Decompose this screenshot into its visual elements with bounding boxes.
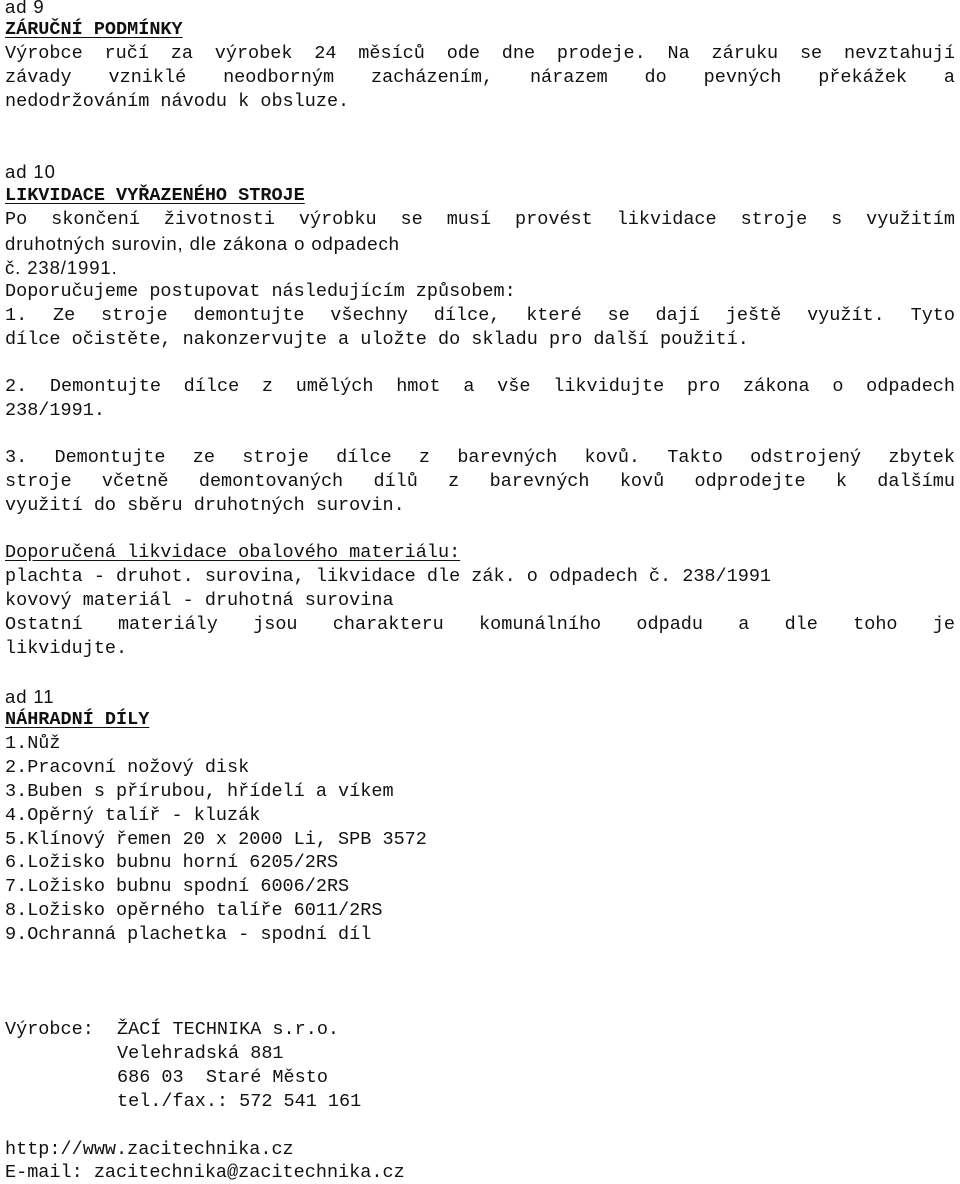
list-item: 8.Ložisko opěrného talíře 6011/2RS — [5, 900, 383, 921]
list-item-cont: 238/1991. — [5, 400, 105, 421]
manufacturer-name: ŽACÍ TECHNIKA s.r.o. — [117, 1019, 340, 1040]
list-item-cont: dílce očistěte, nakonzervujte a uložte do skladu pro další použití. — [5, 329, 749, 350]
manufacturer-city: 686 03 Staré Město — [117, 1067, 328, 1088]
section-title-spare-parts: NÁHRADNÍ DÍLY — [5, 709, 150, 730]
section-title-warranty: ZÁRUČNÍ PODMÍNKY — [5, 19, 183, 40]
paragraph-line: druhotných surovin, dle zákona o odpadech — [5, 233, 400, 254]
list-item: 9.Ochranná plachetka - spodní díl — [5, 924, 372, 945]
list-item: 6.Ložisko bubnu horní 6205/2RS — [5, 852, 339, 873]
manufacturer-label: Výrobce: — [5, 1019, 94, 1040]
manufacturer-street: Velehradská 881 — [117, 1043, 284, 1064]
list-item: 2. Demontujte dílce z umělých hmot a vše likvidujte pro zákona o odpadech — [5, 376, 955, 397]
list-item-cont: využití do sběru druhotných surovin. — [5, 495, 405, 516]
list-item: 1.Nůž — [5, 733, 61, 754]
paragraph-line: č. 238/1991. — [5, 257, 118, 278]
paragraph-line: závady vzniklé neodborným zacházením, nárazem do pevných překážek a — [5, 67, 955, 88]
section-number-9: ad 9 — [5, 0, 45, 17]
paragraph-line: plachta - druhot. surovina, likvidace dle zák. o odpadech č. 238/1991 — [5, 566, 772, 587]
packaging-disposal-title: Doporučená likvidace obalového materiálu: — [5, 542, 461, 563]
list-item: 7.Ložisko bubnu spodní 6006/2RS — [5, 876, 350, 897]
section-title-disposal: LIKVIDACE VYŘAZENÉHO STROJE — [5, 185, 305, 206]
manufacturer-email[interactable]: E-mail: zacitechnika@zacitechnika.cz — [5, 1162, 405, 1183]
web-link-text[interactable]: http://www.zacitechnika.cz — [5, 1139, 294, 1160]
paragraph-line: Po skončení životnosti výrobku se musí provést likvidace stroje s využitím — [5, 209, 955, 230]
section-number-10: ad 10 — [5, 161, 56, 182]
list-item: 5.Klínový řemen 20 x 2000 Li, SPB 3572 — [5, 829, 427, 850]
list-item: 3.Buben s přírubou, hřídelí a víkem — [5, 781, 394, 802]
paragraph-line: Ostatní materiály jsou charakteru komunálního odpadu a dle toho je — [5, 614, 955, 635]
list-item: 4.Opěrný talíř - kluzák — [5, 805, 261, 826]
list-item: 3. Demontujte ze stroje dílce z barevných kovů. Takto odstrojený zbytek — [5, 447, 955, 468]
paragraph-line: nedodržováním návodu k obsluze. — [5, 91, 350, 112]
list-item: 1. Ze stroje demontujte všechny dílce, které se dají ještě využít. Tyto — [5, 305, 955, 326]
section-number-11: ad 11 — [5, 686, 55, 707]
list-item: 2.Pracovní nožový disk — [5, 757, 250, 778]
paragraph-line: kovový materiál - druhotná surovina — [5, 590, 394, 611]
paragraph-line: Výrobce ručí za výrobek 24 měsíců ode dne prodeje. Na záruku se nevztahují — [5, 43, 955, 64]
manufacturer-web-link[interactable] — [5, 1139, 294, 1161]
manufacturer-phone: tel./fax.: 572 541 161 — [117, 1091, 362, 1112]
paragraph-line: likvidujte. — [5, 638, 128, 659]
list-item-cont: stroje včetně demontovaných dílů z barevných kovů odprodejte k dalšímu — [5, 471, 955, 492]
paragraph-line: Doporučujeme postupovat následujícím způsobem: — [5, 281, 516, 302]
